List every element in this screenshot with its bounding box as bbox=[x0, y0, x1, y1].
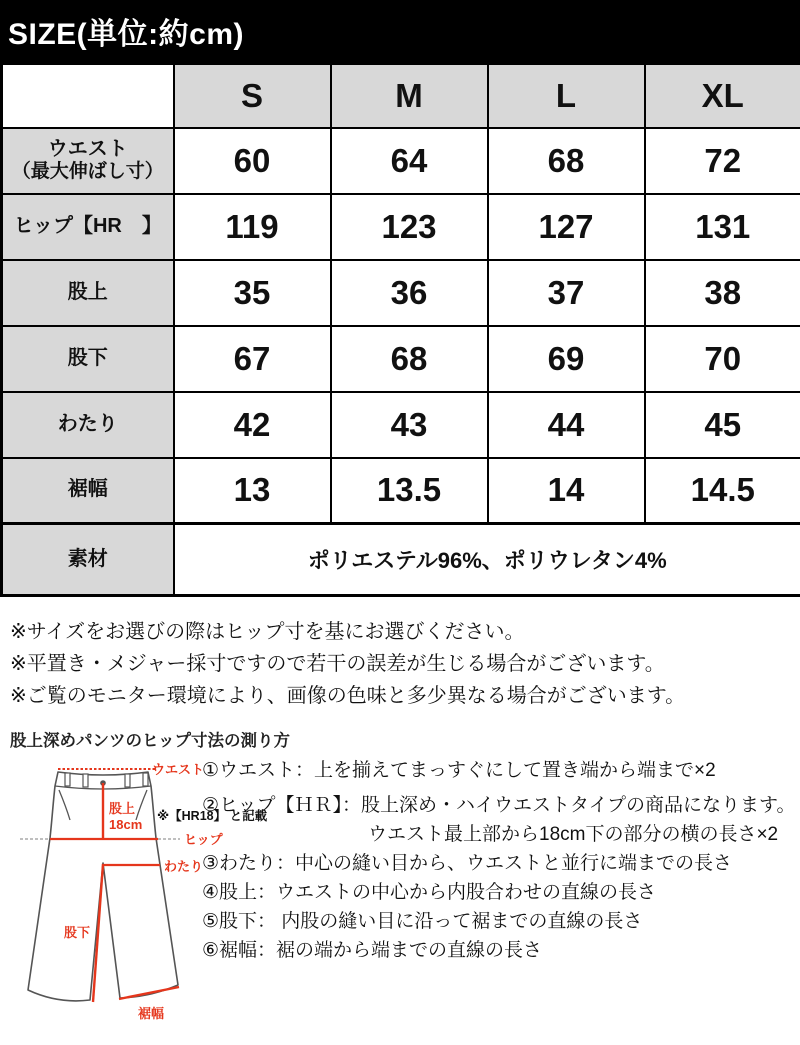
instruction-line: ②ヒップ【ＨＲ】：股上深め・ハイウエストタイプの商品になります。 bbox=[202, 795, 796, 816]
value-cell: 13 bbox=[174, 458, 331, 524]
value-cell: 119 bbox=[174, 194, 331, 260]
value-cell: 123 bbox=[331, 194, 488, 260]
value-cell: 72 bbox=[645, 128, 800, 194]
value-cell: 44 bbox=[488, 392, 645, 458]
instruction-line: ①ウエスト：上を揃えてまっすぐにして置き端から端まで×2 bbox=[202, 760, 716, 781]
diagram-label-hem: 裾幅 bbox=[138, 1006, 165, 1021]
table-row-hem bbox=[2, 458, 800, 524]
page-title: SIZE(単位:約cm) bbox=[8, 18, 245, 51]
size-col-header-l: L bbox=[488, 64, 645, 128]
value-cell: 69 bbox=[488, 326, 645, 392]
value-cell: 37 bbox=[488, 260, 645, 326]
instruction-line: ③わたり：中心の縫い目から、ウエストと並行に端までの長さ bbox=[202, 853, 733, 874]
table-row-inseam bbox=[2, 326, 800, 392]
notes bbox=[10, 616, 685, 712]
belt-loop bbox=[83, 774, 88, 787]
size-col-header-m: M bbox=[331, 64, 488, 128]
note-line: ※平置き・メジャー採寸ですので若干の誤差が生じる場合がございます。 bbox=[10, 653, 665, 675]
table-row-waist bbox=[2, 128, 800, 194]
size-table bbox=[0, 62, 800, 597]
instruction-line: ④股上：ウエストの中心から内股合わせの直線の長さ bbox=[202, 882, 657, 903]
diagram-label-rise-cm: 18cm bbox=[109, 817, 143, 832]
material-value-cell: ポリエステル96%、ポリウレタン4% bbox=[174, 524, 800, 596]
diagram-label-thigh: わたり bbox=[164, 859, 204, 874]
table-row-thigh bbox=[2, 392, 800, 458]
diagram-label-inseam: 股下 bbox=[64, 925, 91, 940]
note-line: ※サイズをお選びの際はヒップ寸を基にお選びください。 bbox=[10, 621, 525, 643]
size-col-header-s: S bbox=[174, 64, 331, 128]
value-cell: 60 bbox=[174, 128, 331, 194]
instruction-line: ⑤股下： 内股の縫い目に沿って裾までの直線の長さ bbox=[202, 911, 643, 932]
note-line: ※ご覧のモニター環境により、画像の色味と多少異なる場合がございます。 bbox=[10, 685, 686, 707]
row-label-material: 素材 bbox=[2, 524, 174, 596]
titlebar bbox=[0, 0, 800, 62]
row-label-hem: 裾幅 bbox=[2, 458, 174, 524]
value-cell: 36 bbox=[331, 260, 488, 326]
row-label-waist bbox=[2, 128, 174, 194]
diagram-label-hip: ヒップ bbox=[184, 832, 223, 847]
row-label-hip: ヒップ【HR 】 bbox=[2, 194, 174, 260]
table-row-hip bbox=[2, 194, 800, 260]
pants-diagram bbox=[8, 750, 238, 1045]
value-cell: 67 bbox=[174, 326, 331, 392]
value-cell: 38 bbox=[645, 260, 800, 326]
instruction-line: ⑥裾幅：裾の端から端までの直線の長さ bbox=[202, 940, 543, 961]
row-label-text: ウエスト bbox=[47, 137, 128, 160]
value-cell: 127 bbox=[488, 194, 645, 260]
table-header-row bbox=[2, 64, 800, 128]
diagram-label-waist: ウエスト bbox=[152, 762, 205, 777]
value-cell: 70 bbox=[645, 326, 800, 392]
belt-loop bbox=[125, 774, 130, 787]
row-label-thigh: わたり bbox=[2, 392, 174, 458]
value-cell: 35 bbox=[174, 260, 331, 326]
row-label-subtext: （最大伸ばし寸） bbox=[11, 161, 164, 183]
value-cell: 43 bbox=[331, 392, 488, 458]
table-row-material bbox=[2, 524, 800, 596]
value-cell: 42 bbox=[174, 392, 331, 458]
diagram-label-rise: 股上 bbox=[109, 801, 136, 816]
table-row-rise bbox=[2, 260, 800, 326]
instructions bbox=[202, 756, 796, 965]
instruction-line: ウエスト最上部から18cm下の部分の横の長さ×2 bbox=[368, 824, 779, 845]
value-cell: 131 bbox=[645, 194, 800, 260]
row-label-rise: 股上 bbox=[2, 260, 174, 326]
size-col-header-xl: XL bbox=[645, 64, 800, 128]
value-cell: 64 bbox=[331, 128, 488, 194]
guide-heading: 股上深めパンツのヒップ寸法の測り方 bbox=[10, 732, 291, 750]
value-cell: 14 bbox=[488, 458, 645, 524]
value-cell: 45 bbox=[645, 392, 800, 458]
row-label-inseam: 股下 bbox=[2, 326, 174, 392]
value-cell: 68 bbox=[331, 326, 488, 392]
belt-loop bbox=[143, 773, 148, 786]
value-cell: 14.5 bbox=[645, 458, 800, 524]
belt-loop bbox=[65, 773, 70, 786]
hr18-note: ※【HR18】 と記載 bbox=[157, 809, 268, 823]
value-cell: 68 bbox=[488, 128, 645, 194]
value-cell: 13.5 bbox=[331, 458, 488, 524]
corner-cell bbox=[2, 64, 174, 128]
